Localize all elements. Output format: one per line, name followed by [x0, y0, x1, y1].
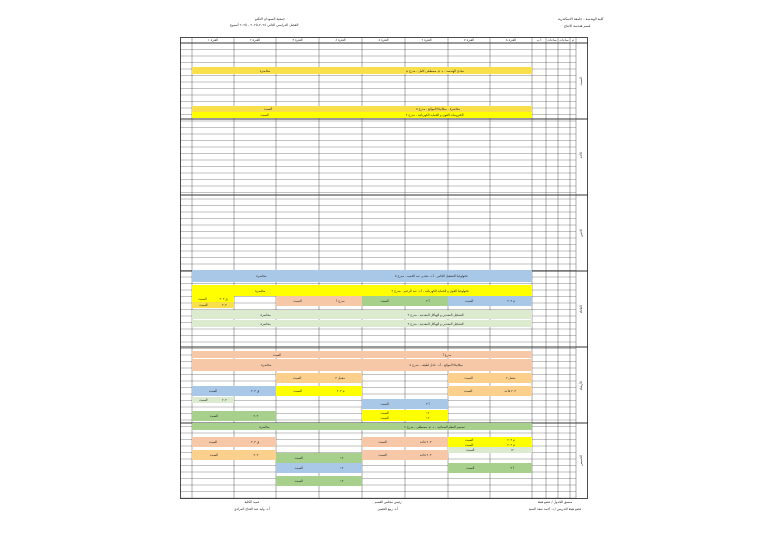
- lab-room: ١٢: [340, 466, 344, 470]
- block-text: تصميم النظم الصناعية - د. م. مصطفى - مدرج ٤: [404, 424, 465, 429]
- lab-room: ١٢: [510, 448, 514, 452]
- column-header: الفترة ٦: [421, 38, 432, 42]
- column-header: الفترة ٣: [292, 38, 303, 42]
- day-label-tuesday: الثلاثاء: [579, 305, 583, 314]
- lab-room: أ ٣: [510, 466, 514, 470]
- lab-room: ٢٠٣: [253, 414, 259, 418]
- lab-block: [276, 476, 362, 486]
- lab-group: السبت: [380, 402, 389, 406]
- block-text: ميكانيكا الموائع - أ.د. عادل لطيف - مدرج ٥: [409, 363, 463, 367]
- column-header: الفترة ٧: [464, 38, 474, 42]
- block-text: التشكيل المعدني و الهياكل المعدنية - مدرج ٢: [407, 312, 464, 317]
- lab-group: السبت: [199, 303, 208, 307]
- lab-group: السبت: [294, 479, 303, 483]
- course-block: [192, 285, 532, 296]
- lab-block: [276, 373, 362, 383]
- lab-room: معمل ٢: [505, 376, 516, 380]
- lab-group: السبت: [209, 414, 218, 418]
- block-kind: السبت: [260, 113, 269, 117]
- lab-room: ٢٠٣: [221, 303, 227, 307]
- meta-header: ساعات: [547, 38, 557, 42]
- block-text: الكترونيات القوى و الحماية الكهربائية - مدرج ٢: [405, 113, 464, 117]
- header-right-line2: قسم هندسة الانتاج: [564, 24, 591, 28]
- lab-room: م ٢٠٣: [336, 389, 345, 393]
- lab-group: السبت: [294, 456, 303, 460]
- lab-group: السبت: [380, 299, 389, 303]
- lab-room: ق ٢٠٣: [250, 440, 260, 444]
- lab-block: [362, 437, 448, 447]
- lab-room: معمل ٢: [335, 376, 345, 380]
- lab-block: [448, 296, 532, 306]
- header-left-line1: جمعية السودان التكنو: [255, 17, 286, 21]
- lab-room: ١٢: [426, 410, 430, 415]
- course-block: [192, 310, 532, 319]
- lab-group: السبت: [465, 442, 474, 447]
- lab-room: م ٢٠٣: [507, 299, 515, 303]
- course-block: [192, 423, 532, 430]
- lab-group: السبت: [464, 389, 473, 393]
- lab-group: السبت: [465, 299, 474, 303]
- lab-block: [448, 386, 532, 396]
- lab-group: السبت: [208, 440, 218, 444]
- lab-room: ٢٠٣: [221, 398, 227, 402]
- lab-group: السبت: [293, 376, 302, 380]
- lab-group: السبت: [380, 416, 389, 420]
- lab-block: [448, 373, 532, 383]
- lab-group: السبت: [209, 453, 218, 457]
- block-kind: محاضرة: [261, 363, 272, 367]
- lab-group: السبت: [378, 453, 387, 457]
- column-header: الفترة ٨: [506, 38, 516, 42]
- lab-group: السبت: [466, 448, 475, 452]
- footer-coordinator-title: منسق الجدول / عضو هيئة: [537, 500, 573, 504]
- course-block: [192, 112, 532, 118]
- block-text: مدرج أ: [442, 352, 452, 357]
- lab-room: ٢٠٣: [253, 453, 259, 457]
- lab-group: السبت: [293, 299, 302, 303]
- meta-header: ساعات: [559, 38, 569, 42]
- block-kind: محاضرة: [259, 68, 271, 73]
- lab-group: السبت: [380, 410, 389, 415]
- lab-block: [192, 386, 276, 396]
- block-kind: محاضرة: [255, 288, 266, 293]
- lab-room: أ ٣: [425, 402, 430, 406]
- day-label-saturday: السبت: [579, 77, 583, 86]
- lab-group: السبت: [465, 437, 474, 442]
- footer-coordinator-name: عضو هيئة التدريس / د. أحمد سعد السيد: [528, 507, 582, 511]
- block-kind: محاضرة: [260, 312, 271, 317]
- lab-block: [276, 453, 362, 463]
- header-right-line1: كلية الهندسة - جامعة الاسكندرية: [558, 17, 604, 21]
- lab-block: [448, 463, 532, 473]
- block-text: مبادئ الهندسة - د. م. مصطفى كامل - مدرج م: [406, 68, 465, 73]
- day-label-thursday: الخميس: [579, 455, 583, 466]
- lab-block: [276, 296, 362, 306]
- footer-head-name: أ.د. ربيع القصير: [377, 507, 399, 511]
- lab-block: [362, 399, 448, 409]
- course-block: [192, 320, 532, 327]
- lab-block: [192, 411, 276, 421]
- lab-block: [192, 397, 234, 403]
- lab-group: السبت: [199, 398, 208, 402]
- lab-room: ٢٠٣ قاعة: [419, 453, 432, 457]
- course-block: [192, 270, 532, 282]
- lab-block: [192, 437, 276, 447]
- column-header: الفترة ٢: [250, 38, 260, 42]
- lab-group: السبت: [378, 440, 387, 444]
- meta-header: أ ب: [536, 38, 542, 42]
- footer-dean-name: أ.د. وليد عبد الفتاح المرادي: [234, 507, 270, 511]
- lab-block: [276, 463, 362, 473]
- header-left-line2: الفصل الدراسي الثاني ٢٠٢٤-٢٠٢٥ - ٢٠٢٥ أسبوع: [230, 23, 299, 27]
- lab-block: [192, 450, 276, 460]
- lab-block: [362, 415, 448, 421]
- block-text: التشكيل المعدني و الهياكل المعدنية - مدرج ٢: [407, 321, 464, 326]
- schedule-grid: [180, 37, 588, 499]
- lab-block: [192, 302, 234, 308]
- course-block: [192, 359, 532, 371]
- column-header: الفترة ١: [208, 38, 218, 42]
- lab-group: السبت: [294, 466, 303, 470]
- lab-group: السبت: [466, 466, 475, 470]
- lab-block: [362, 296, 448, 306]
- column-header: الفترة ٤: [335, 38, 346, 42]
- lab-group: السبت: [208, 389, 218, 393]
- lab-room: م ٢٠٣: [507, 442, 515, 447]
- lab-room: ١٢: [340, 456, 344, 460]
- lab-room: ٢٠٣ قاعة: [504, 389, 516, 393]
- block-kind: السبت: [272, 352, 282, 357]
- lab-block: [276, 386, 362, 396]
- block-kind: محاضرة: [260, 321, 271, 326]
- block-text: تكنولوجيا القوى و الحماية الكهربائية - أ.د. عبد الرحيم - مدرج ٣: [391, 288, 469, 293]
- footer-head-title: رئيس مجلس القسم: [374, 500, 402, 504]
- block-text: تكنولوجيا التشغيل الخاص - أ.د. مجدي عبد الحميد - مدرج ٥: [394, 274, 468, 278]
- lab-block: [362, 450, 448, 460]
- lab-room: ١٢: [340, 479, 344, 483]
- block-kind: السبت: [263, 107, 273, 111]
- lab-room: ق ٢٠٣: [250, 389, 260, 393]
- lab-room: مدرج أ: [336, 299, 345, 303]
- lab-room: ١٢: [426, 416, 430, 420]
- day-label-monday: الاثنين: [579, 229, 583, 237]
- block-kind: محاضرة: [259, 424, 270, 429]
- lab-room: أ ٣: [425, 299, 430, 303]
- block-kind: محاضرة: [256, 274, 267, 278]
- day-label-wednesday: الأربعاء: [579, 381, 583, 391]
- lab-block: [448, 447, 532, 453]
- lab-room: م ٢٠٣: [507, 437, 515, 442]
- course-block: [192, 67, 532, 74]
- lab-group: السبت: [464, 376, 473, 380]
- column-header: الفترة ٥: [378, 38, 389, 42]
- block-text: محاضرة - ميكانيكا الموائع - مدرج ٥: [416, 107, 461, 111]
- footer-dean-title: عميد الكلية: [244, 500, 260, 504]
- lab-room: ق ٢٠٣: [219, 297, 228, 301]
- lab-group: السبت: [293, 389, 302, 393]
- course-block: [192, 351, 532, 358]
- day-label-sunday: الأحد: [579, 152, 583, 159]
- lab-group: السبت: [198, 297, 207, 301]
- meta-header: م: [572, 38, 574, 42]
- lab-room: ٢٠٣ قاعة: [419, 440, 432, 444]
